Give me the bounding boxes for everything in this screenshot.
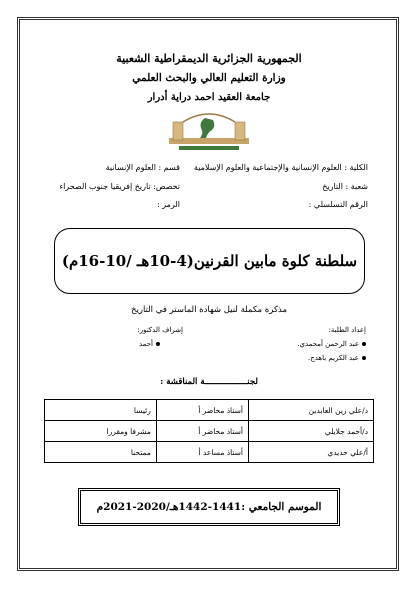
jury-role: ممتحنا: [45, 442, 157, 463]
students-label: إعداد الطلبة:: [328, 326, 366, 334]
student-name: عبد الرحمن أمحمدي.: [297, 340, 359, 348]
jury-role: مشرفا ومقررا: [45, 421, 157, 442]
table-row: [45, 421, 374, 442]
jury-name: د/أحمد جلايلي: [248, 421, 373, 442]
committee-title: لجنـــــــــــــــــة المناقشة :: [160, 377, 258, 387]
student-item: [308, 354, 366, 362]
serial-number-label: الرقم التسلسلي :: [308, 200, 368, 209]
jury-name: د/علي زين العابدين: [248, 400, 373, 421]
table-row: [45, 400, 374, 421]
bullet-icon: [362, 356, 366, 360]
jury-rank: أستاذ مساعد أ: [156, 442, 248, 463]
bullet-icon: [362, 342, 366, 346]
republic-header: الجمهورية الجزائرية الديمقراطية الشعبية: [116, 52, 302, 65]
code-label: الرمز :: [156, 200, 180, 209]
jury-rank: أستاذ محاضر أ: [156, 400, 248, 421]
student-item: [297, 340, 366, 348]
academic-year: الموسم الجامعي :1441-1442هـ/2020-2021م: [78, 488, 340, 526]
jury-rank: أستاذ محاضر أ: [156, 421, 248, 442]
jury-name: أ/علي حديدي: [248, 442, 373, 463]
bullet-icon: [156, 342, 160, 346]
university-logo: [159, 108, 259, 152]
thesis-subtitle: مذكرة مكملة لنيل شهادة الماستر في التاريخ: [130, 305, 288, 315]
table-row: [45, 442, 374, 463]
faculty-label: الكلية : العلوم الإنسانية والإجتماعية والعلوم الإسلامية: [193, 163, 368, 172]
department-label: قسم : العلوم الإنسانية: [105, 163, 180, 172]
supervisor-label: إشراف الدكتور:: [137, 326, 183, 334]
supervisor-name: أحمد: [139, 340, 153, 348]
student-name: عبد الكريم باهدج.: [307, 354, 359, 362]
branch-label: شعبة : التاريخ: [322, 182, 368, 191]
supervisor-item: [139, 340, 160, 348]
thesis-title: سلطنة كلوة مابين القرنين(4-10هـ /10-16م): [54, 228, 365, 294]
specialty-label: تخصص: تاريخ إفريقيا جنوب الصحراء: [59, 182, 180, 191]
university-header: جامعة العقيد احمد دراية أدرار: [147, 92, 271, 103]
jury-role: رئيسا: [45, 400, 157, 421]
ministry-header: وزارة التعليم العالي والبحث العلمي: [132, 72, 286, 84]
jury-table: [44, 399, 374, 463]
